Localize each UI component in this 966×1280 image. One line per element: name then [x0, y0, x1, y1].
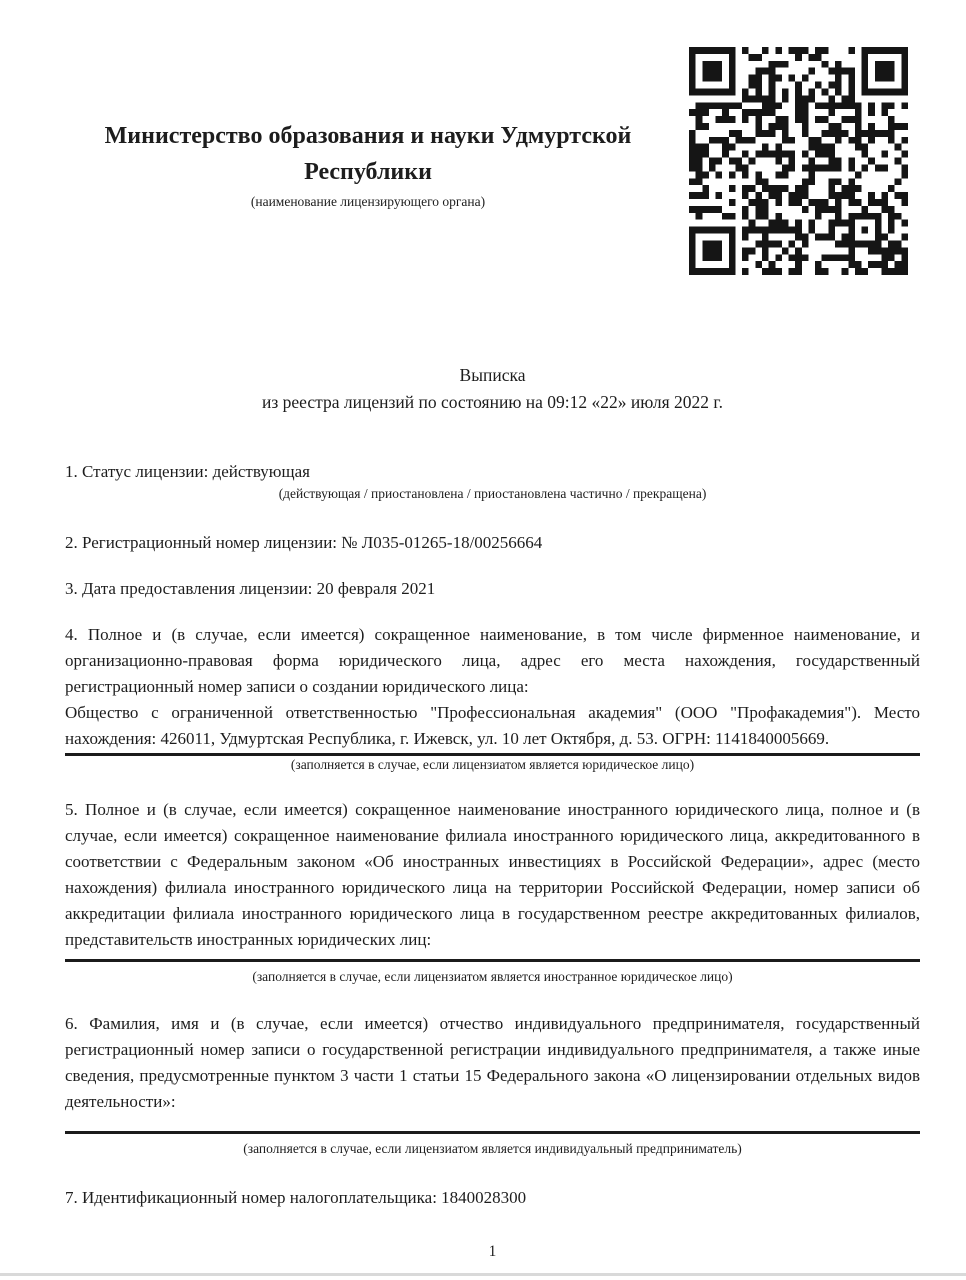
item-2-registration-number: 2. Регистрационный номер лицензии: № Л035-01265-18/00256664 [65, 533, 543, 552]
item-6-entrepreneur-prompt: 6. Фамилия, имя и (в случае, если имеется) отчество индивидуального предпринимателя, государственный регистрационный номер записи о государственной регистрации индивидуального предпринимателя, а также иные сведения, предусмотренные пунктом 3 части 1 статьи 15 Федерального закона «О лицензировании отдельных видов деятельности»: [65, 1014, 920, 1111]
item-3-license-date: 3. Дата предоставления лицензии: 20 февраля 2021 [65, 579, 436, 598]
item-4-legal-entity-prompt: 4. Полное и (в случае, если имеется) сокращенное наименование, в том числе фирменное наименование, и организационно-правовая форма юридического лица, адрес его места нахождения, государственный регистрационный номер записи о создании юридического лица: [65, 625, 920, 696]
item-1-license-status: 1. Статус лицензии: действующая [65, 462, 310, 481]
item-6-blank-line [65, 1131, 920, 1134]
licensing-authority-title-line2: Республики [304, 159, 432, 185]
licensing-authority-caption: (наименование лицензирующего органа) [250, 194, 486, 209]
item-5-foreign-entity-prompt: 5. Полное и (в случае, если имеется) сокращенное наименование иностранного юридического лица, полное и (в случае, если имеется) сокращенное наименование филиала иностранного юридического лица, аккредитованного в соответствии с Федеральным законом «Об иностранных инвестициях в Российской Федерации», адрес (место нахождения) филиала иностранного юридического лица на территории Российской Федерации, номер записи об аккредитации филиала иностранного юридического лица в государственном реестре аккредитованных филиалов, представительств иностранных юридических лиц: [65, 800, 920, 949]
item-4-caption: (заполняется в случае, если лицензиатом является юридическое лицо) [290, 757, 695, 772]
document-title-line2: из реестра лицензий по состоянию на 09:12 «22» июля 2022 г. [261, 392, 723, 412]
qr-code-icon [689, 47, 908, 275]
item-4-legal-entity-value: Общество с ограниченной ответственностью "Профессиональная академия" (ООО "Профакадемия"). Место нахождения: 426011, Удмуртская Республика, г. Ижевск, ул. 10 лет Октября, д. 53. ОГРН: 1141840005669. [65, 700, 920, 756]
item-1-caption: (действующая / приостановлена / приостановлена частично / прекращена) [278, 486, 707, 501]
document-title-line1: Выписка [459, 365, 526, 385]
licensing-authority-title [68, 118, 668, 190]
page-number: 1 [488, 1243, 497, 1260]
item-5-caption: (заполняется в случае, если лицензиатом является иностранное юридическое лицо) [252, 969, 733, 984]
item-7-taxpayer-number: 7. Идентификационный номер налогоплательщика: 1840028300 [65, 1188, 527, 1207]
document-title [65, 362, 920, 416]
page-bottom-edge [0, 1273, 966, 1276]
item-6-caption: (заполняется в случае, если лицензиатом является индивидуальный предприниматель) [243, 1141, 742, 1156]
item-5-blank-line [65, 959, 920, 962]
licensing-authority-title-line1: Министерство образования и науки Удмуртской [104, 123, 632, 149]
